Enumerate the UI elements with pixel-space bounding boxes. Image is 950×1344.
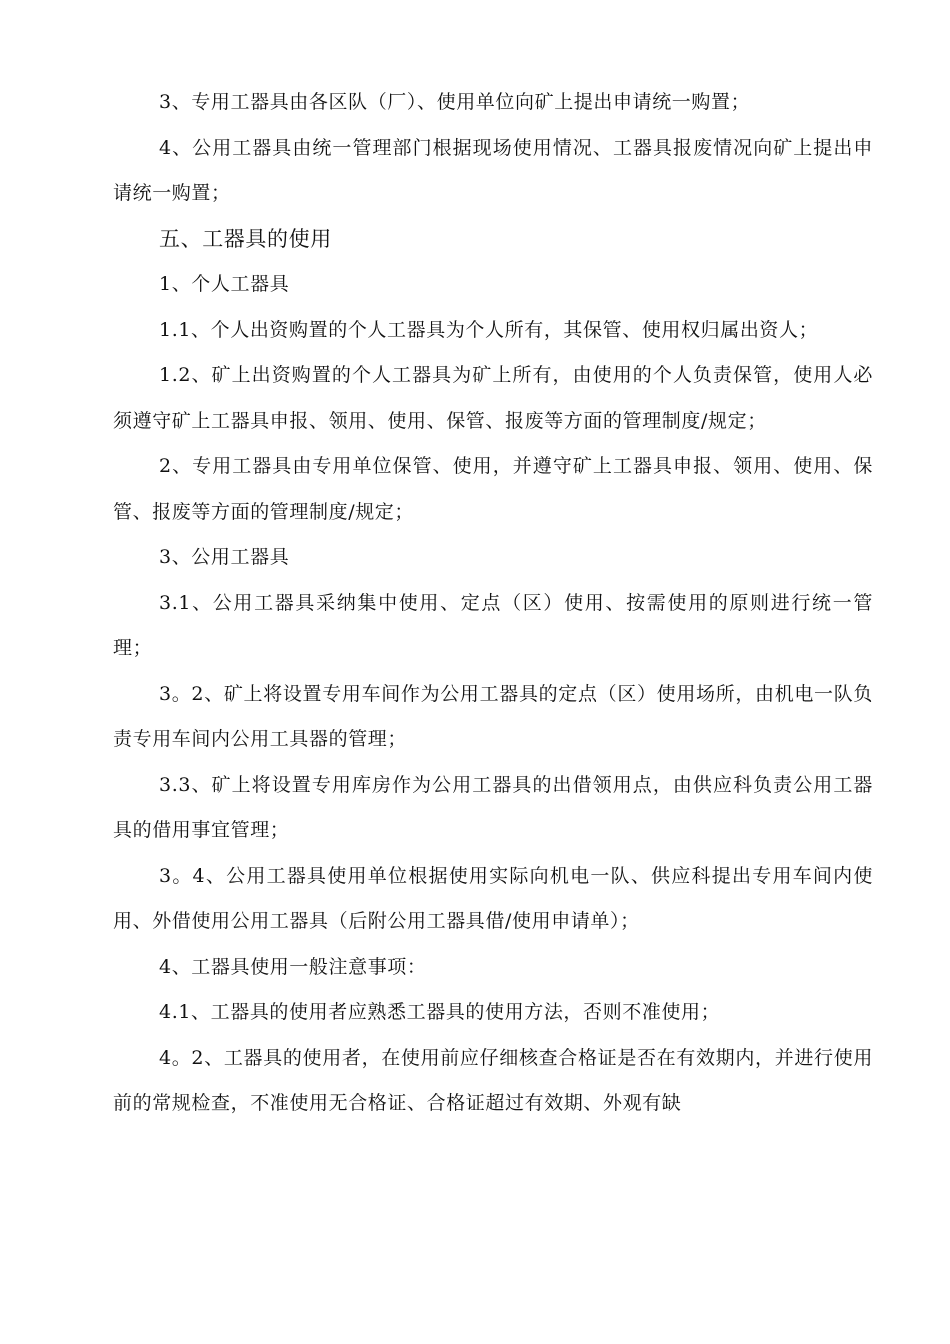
section-heading-tool-usage: 五、工器具的使用 — [159, 226, 332, 251]
subheading-general-precautions: 4、工器具使用一般注意事项： — [159, 955, 427, 978]
paragraph-3-1: 3.1、公用工器具采纳集中使用、定点（区）使用、按需使用的原则进行统一管理； — [113, 591, 873, 659]
paragraph-special-tools-usage: 2、专用工器具由专用单位保管、使用，并遵守矿上工器具申报、领用、使用、保管、报废等方面的管理制度/规定； — [113, 455, 873, 523]
paragraph-1-1: 1.1、个人出资购置的个人工器具为个人所有，其保管、使用权归属出资人； — [159, 318, 819, 341]
paragraph-procurement-public-tools: 4、公用工器具由统一管理部门根据现场使用情况、工器具报废情况向矿上提出申请统一购置； — [113, 136, 873, 204]
paragraph-3-4: 3。4、公用工器具使用单位根据使用实际向机电一队、供应科提出专用车间内使用、外借使用公用工器具（后附公用工器具借/使用申请单）； — [113, 864, 873, 932]
document-page — [113, 80, 873, 1127]
paragraph-3-3: 3.3、矿上将设置专用库房作为公用工器具的出借领用点，由供应科负责公用工器具的借用事宜管理； — [113, 773, 873, 841]
paragraph-4-1: 4.1、工器具的使用者应熟悉工器具的使用方法，否则不准使用； — [159, 1001, 721, 1023]
paragraph-procurement-special-tools: 3、专用工器具由各区队（厂）、使用单位向矿上提出申请统一购置； — [159, 91, 751, 113]
paragraph-3-2: 3。2、矿上将设置专用车间作为公用工器具的定点（区）使用场所，由机电一队负责专用车间内公用工具器的管理； — [113, 682, 873, 750]
subheading-public-tools: 3、公用工器具 — [159, 546, 290, 568]
paragraph-4-2: 4。2、工器具的使用者，在使用前应仔细核查合格证是否在有效期内，并进行使用前的常规检查，不准使用无合格证、合格证超过有效期、外观有缺 — [113, 1046, 873, 1114]
paragraph-1-2: 1.2、矿上出资购置的个人工器具为矿上所有，由使用的个人负责保管，使用人必须遵守矿上工器具申报、领用、使用、保管、报废等方面的管理制度/规定； — [113, 364, 873, 432]
subheading-personal-tools: 1、个人工器具 — [159, 273, 290, 295]
